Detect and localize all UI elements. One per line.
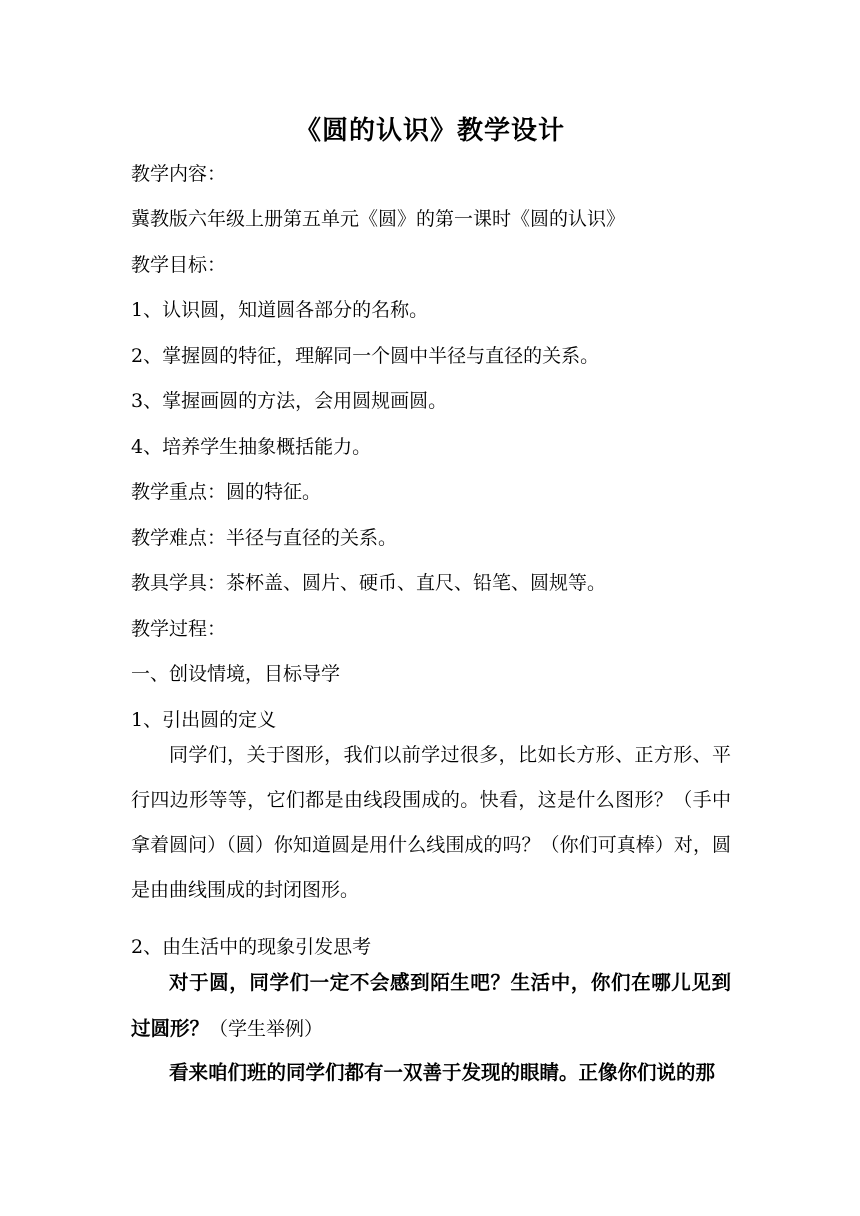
goal-item-4: 4、培养学生抽象概括能力。: [131, 436, 372, 458]
paragraph-life-phenomena-bold: 对于圆，同学们一定不会感到陌生吧？生活中，你们在哪儿见到过圆形？: [131, 971, 731, 1040]
section-teaching-content-label: 教学内容：: [131, 163, 227, 185]
paragraph-circle-definition: 同学们，关于图形，我们以前学过很多，比如长方形、正方形、平行四边形等等，它们都是由线段围成的。快看，这是什么图形？（手中拿着圆问）（圆）你知道圆是用什么线围成的吗？（你们可真棒）对，圆是由曲线围成的封闭图形。: [131, 744, 731, 901]
teaching-content-text: 冀教版六年级上册第五单元《圆》的第一课时《圆的认识》: [131, 208, 626, 230]
teaching-tools: 教具学具：茶杯盖、圆片、硬币、直尺、铅笔、圆规等。: [131, 572, 607, 594]
paragraph-life-phenomena-normal: （学生举例）: [209, 1018, 324, 1040]
document-title: 《圆的认识》教学设计: [294, 116, 565, 146]
paragraph-discovery: [131, 1050, 731, 1096]
teaching-difficulty: 教学难点：半径与直径的关系。: [131, 527, 398, 549]
paragraph-discovery-bold: 看来咱们班的同学们都有一双善于发现的眼睛。正像你们说的那: [169, 1061, 716, 1084]
teaching-key-point: 教学重点：圆的特征。: [131, 481, 322, 503]
process-substep-2-heading: 2、由生活中的现象引发思考: [131, 936, 372, 958]
section-teaching-process-label: 教学过程：: [131, 618, 227, 640]
goal-item-3: 3、掌握画圆的方法，会用圆规画圆。: [131, 390, 448, 412]
section-teaching-goals-label: 教学目标：: [131, 254, 227, 276]
process-step-1-heading: 一、创设情境，目标导学: [131, 663, 341, 685]
goal-item-1: 1、认识圆，知道圆各部分的名称。: [131, 299, 429, 321]
paragraph-life-phenomena: [131, 960, 731, 1052]
goal-item-2: 2、掌握圆的特征，理解同一个圆中半径与直径的关系。: [131, 345, 600, 367]
process-substep-1-heading: 1、引出圆的定义: [131, 709, 277, 731]
